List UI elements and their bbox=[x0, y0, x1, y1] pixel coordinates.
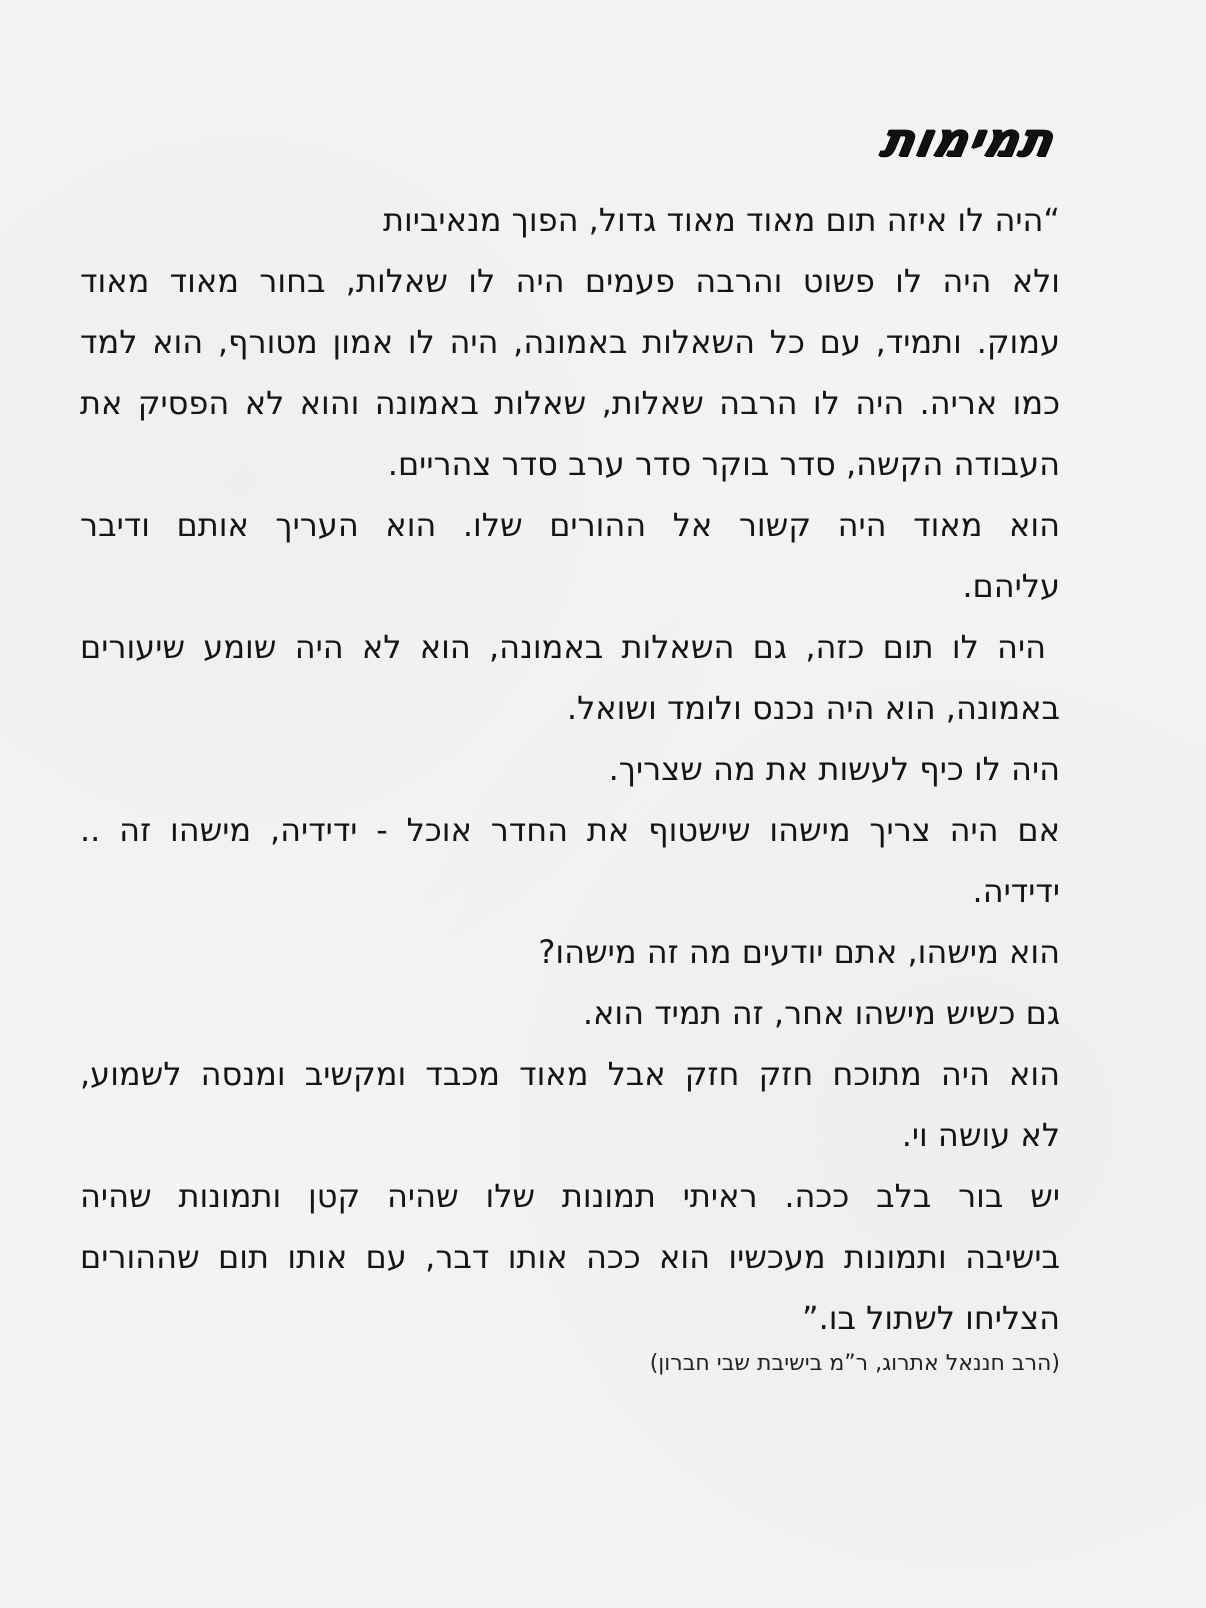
quote-line-11: אם היה צריך מישהו שישטוף את החדר אוכל - ידידיה, מישהו זה .. bbox=[80, 811, 1060, 849]
quote-line-3: עמוק. ותמיד, עם כל השאלות באמונה, היה לו אמון מטורף, הוא למד bbox=[80, 323, 1060, 361]
quote-line-9: באמונה, הוא היה נכנס ולומד ושואל. bbox=[566, 689, 1060, 727]
quote-line-8: היה לו תום כזה, גם השאלות באמונה, הוא לא היה שומע שיעורים bbox=[80, 628, 1046, 666]
quote-line-5: העבודה הקשה, סדר בוקר סדר ערב סדר צהריים. bbox=[387, 445, 1060, 483]
quote-line-18: בישיבה ותמונות מעכשיו הוא ככה אותו דבר, עם אותו תום שההורים bbox=[80, 1238, 1060, 1276]
document-title: תמימות bbox=[876, 112, 1060, 168]
quote-line-6: הוא מאוד היה קשור אל ההורים שלו. הוא העריך אותם ודיבר bbox=[80, 506, 1060, 544]
quote-line-16: לא עושה וי. bbox=[901, 1116, 1060, 1154]
quote-line-2: ולא היה לו פשוט והרבה פעמים היה לו שאלות, בחור מאוד מאוד bbox=[80, 262, 1060, 300]
quote-line-10: היה לו כיף לעשות את מה שצריך. bbox=[608, 750, 1060, 788]
quote-line-15: הוא היה מתוכח חזק חזק אבל מאוד מכבד ומקשיב ומנסה לשמוע, bbox=[80, 1055, 1060, 1093]
quote-body bbox=[80, 190, 1060, 1349]
quote-line-19: הצליחו לשתול בו.” bbox=[802, 1299, 1060, 1337]
quote-line-4: כמו אריה. היה לו הרבה שאלות, שאלות באמונה והוא לא הפסיק את bbox=[80, 384, 1060, 422]
quote-line-7: עליהם. bbox=[962, 567, 1060, 605]
quote-line-13: הוא מישהו, אתם יודעים מה זה מישהו? bbox=[538, 933, 1060, 971]
quote-source: (הרב חננאל אתרוג, ר”מ בישיבת שבי חברון) bbox=[649, 1351, 1060, 1376]
quote-line-17: יש בור בלב ככה. ראיתי תמונות שלו שהיה קטן ותמונות שהיה bbox=[80, 1177, 1060, 1215]
quote-line-14: גם כשיש מישהו אחר, זה תמיד הוא. bbox=[582, 994, 1060, 1032]
quote-line-12: ידידיה. bbox=[972, 872, 1060, 910]
quote-line-1: “היה לו איזה תום מאוד מאוד גדול, הפוך מנאיביות bbox=[383, 201, 1060, 239]
